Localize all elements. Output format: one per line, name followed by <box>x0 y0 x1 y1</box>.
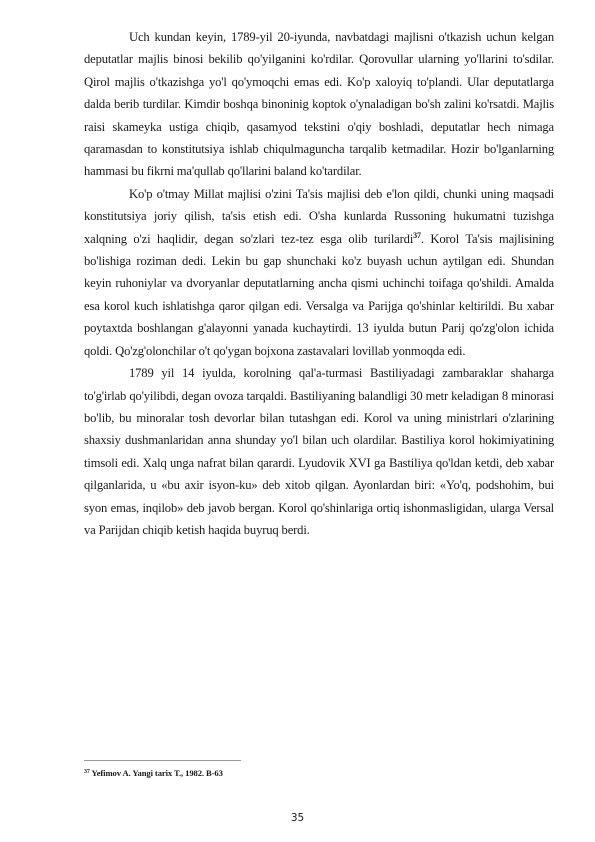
paragraph-1: Uch kundan keyin, 1789-yil 20-iyunda, navbatdagi majlisni o'tkazish uchun kelgan deputatlar majlis binosi bekilib qo'yilganini ko'rdilar. Qorovullar ularning yo'llarini to'sdilar. Qirol majlis o'tkazishga yo'l qo'ymoqchi emas edi. Ko'p xaloyiq to'plandi. Ular deputatlarga dalda berib turdilar. Kimdir boshqa binoninig koptok o'ynaladigan bo'sh zalini ko'rsatdi. Majlis raisi skameyka ustiga chiqib, qasamyod tekstini o'qiy boshladi, deputatlar hech nimaga qaramasdan to konstitutsiya ishlab chiqulmaguncha tarqalib ketmadilar. Hozir bo'lganlarning hammasi bu fikrni ma'qullab qo'llarini baland ko'tardilar. <box>84 30 554 179</box>
body-text <box>84 26 554 541</box>
footnote-text: Yefimov A. Yangi tarix T., 1982. B-63 <box>91 768 223 778</box>
page-number: 35 <box>290 812 305 824</box>
footnote <box>84 768 223 778</box>
paragraph-2 <box>84 183 554 362</box>
paragraph-3: 1789 yil 14 iyulda, korolning qal'a-turmasi Bastiliyadagi zambaraklar shaharga to'g'irlab qo'yilibdi, degan ovoza tarqaldi. Bastiliyaning balandligi 30 metr keladigan 8 minorasi bo'lib, bu minoralar tosh devorlar bilan tutashgan edi. Korol va uning ministrlari o'zlarining shaxsiy dushmanlaridan anna shunday yo'l bilan uch olardilar. Bastiliya korol hokimiyatining timsoli edi. Xalq unga nafrat bilan qarardi. Lyudovik XVI ga Bastiliya qo'ldan ketdi, deb xabar qilganlarida, u «bu axir isyon-ku» deb xitob qilgan. Ayonlardan biri: «Yo'q, podshohim, bui syon emas, inqilob» deb javob bergan. Korol qo'shinlariga ortiq ishonmasligidan, ularga Versal va Parijdan chiqib ketish haqida buyruq berdi. <box>84 366 554 537</box>
footnote-divider <box>84 760 241 761</box>
footnote-number: 37 <box>84 769 90 775</box>
paragraph-2-text-after: . Korol Ta'sis majlisining bo'lishiga roziman dedi. Lekin bu gap shunchaki ko'z buyash uchun aytilgan edi. Shundan keyin ruhoniylar va dvoryanlar deputatlarning ancha qismi uchinchi toifaga qo'shildi. Amalda esa korol kuch ishlatishga qaror qilgan edi. Versalga va Parijga qo'shinlar keltirildi. Bu xabar poytaxtda boshlangan g'alayonni yanada kuchaytirdi. 13 iyulda butun Parij qo'zg'olon ichida qoldi. Qo'zg'olonchilar o't qo'ygan bojxona zastavalari lovillab yonmoqda edi. <box>84 231 554 358</box>
footnote-reference[interactable]: 37 <box>413 230 421 240</box>
paragraph-2-text-before: Ko'p o'tmay Millat majlisi o'zini Ta'sis majlisi deb e'lon qildi, chunki uning maqsadi konstitutsiya joriy qilish, ta'sis etish edi. O'sha kunlarda Russoning hukumatni tuzishga xalqning o'zi haqlidir, degan so'zlari tez-tez esga olib turilardi <box>84 186 554 246</box>
